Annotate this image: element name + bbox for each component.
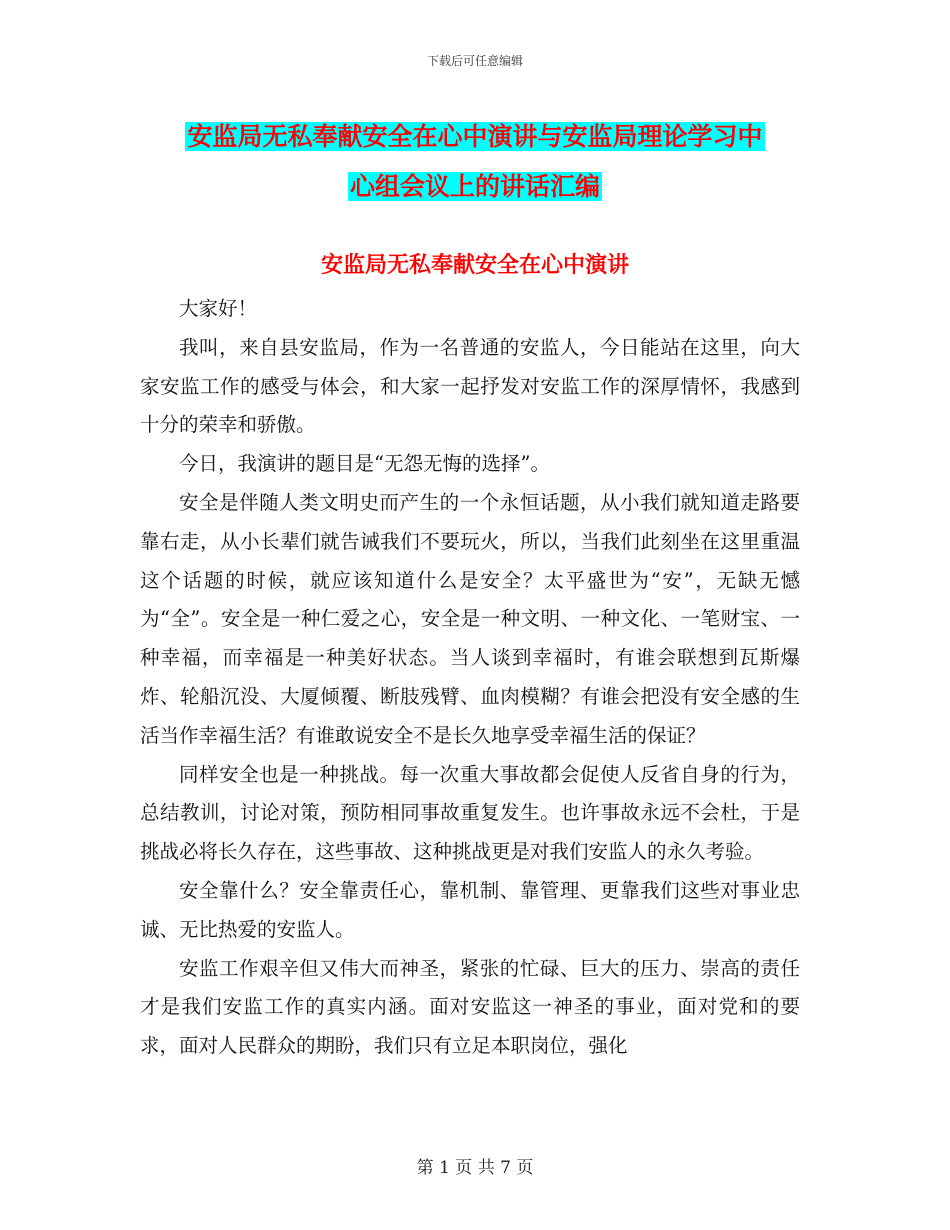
paragraph: 安监工作艰辛但又伟大而神圣，紧张的忙碌、巨大的压力、崇高的责任才是我们安监工作的真实内涵。面对安监这一神圣的事业，面对党和的要求，面对人民群众的期盼，我们只有立足本职岗位，强化 bbox=[140, 956, 800, 1058]
document-title-line-2: 心组会议上的讲话汇编 bbox=[349, 172, 600, 201]
paragraph: 同样安全也是一种挑战。每一次重大事故都会促使人反省自身的行为，总结教训，讨论对策，预防相同事故重复发生。也许事故永远不会杜，于是挑战必将长久存在，这些事故、这种挑战更是对我们安监人的永久考验。 bbox=[140, 762, 800, 864]
paragraph: 今日，我演讲的题目是“无怨无悔的选择”。 bbox=[179, 452, 550, 476]
paragraph: 我叫，来自县安监局，作为一名普通的安监人，今日能站在这里，向大家安监工作的感受与体会，和大家一起抒发对安监工作的深厚情怀，我感到十分的荣幸和骄傲。 bbox=[140, 335, 800, 437]
page-footer: 第 1 页 共 7 页 bbox=[416, 1158, 534, 1178]
document-body bbox=[140, 290, 800, 1066]
paragraph: 安全靠什么？安全靠责任心，靠机制、靠管理、更靠我们这些对事业忠诚、无比热爱的安监人。 bbox=[140, 878, 800, 941]
paragraph: 安全是伴随人类文明史而产生的一个永恒话题，从小我们就知道走路要靠右走，从小长辈们就告诫我们不要玩火，所以，当我们此刻坐在这里重温这个话题的时候，就应该知道什么是安全？太平盛世为“安”，无缺无憾为“全”。安全是一种仁爱之心，安全是一种文明、一种文化、一笔财宝、一种幸福，而幸福是一种美好状态。当人谈到幸福时，有谁会联想到瓦斯爆炸、轮船沉没、大厦倾覆、断肢残臂、血肉模糊？有谁会把没有安全感的生活当作幸福生活？有谁敢说安全不是长久地享受幸福生活的保证？ bbox=[140, 490, 800, 747]
document-title bbox=[140, 112, 810, 212]
page-header: 下载后可任意编辑 bbox=[426, 54, 523, 68]
document-title-line-1: 安监局无私奉献安全在心中演讲与安监局理论学习中 bbox=[187, 122, 763, 151]
section-title: 安监局无私奉献安全在心中演讲 bbox=[320, 252, 629, 278]
paragraph: 大家好！ bbox=[179, 297, 258, 320]
